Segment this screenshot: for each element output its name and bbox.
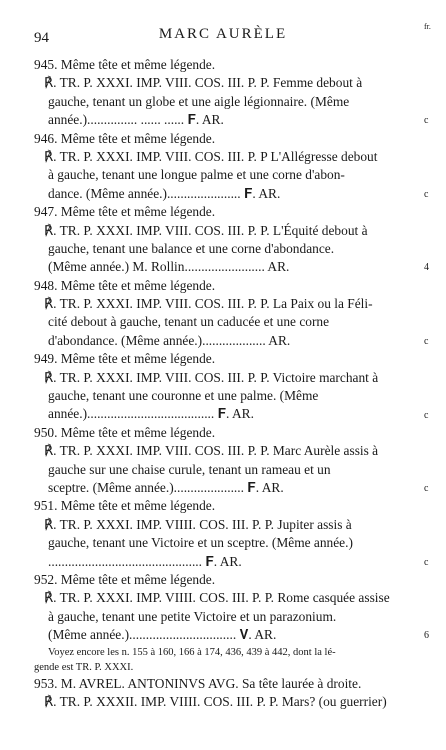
text-line: ℟. TR. P. XXXI. IMP. VIIII. COS. III. P. P. Jupiter assis à: [44, 516, 352, 532]
text-line: à gauche, tenant une longue palme et une corne d'abon-: [48, 167, 345, 183]
text-line: .............................................. 𝐅. AR.: [48, 553, 242, 569]
page-number: 94: [34, 30, 49, 46]
text-line: (Même année.) M. Rollin........................ AR.: [48, 259, 290, 275]
text-line: d'abondance. (Même année.)................... AR.: [48, 332, 291, 348]
rarity-mark: c: [424, 409, 429, 421]
rarity-mark: c: [424, 556, 429, 568]
text-line: gauche sur une chaise curule, tenant un rameau et un: [48, 461, 331, 477]
running-title: MARC AURÈLE: [158, 26, 288, 42]
rarity-mark: c: [424, 483, 429, 495]
text-line: ℟. TR. P. XXXII. IMP. VIIII. COS. III. P. P. Mars? (ou guerrier): [44, 693, 387, 709]
rarity-mark: 6: [424, 630, 429, 642]
text-line: 950. Même tête et même légende.: [34, 424, 216, 440]
rarity-mark: c: [424, 188, 429, 200]
text-line: ℟. TR. P. XXXI. IMP. VIII. COS. III. P. P. Victoire marchant à: [44, 369, 379, 385]
text-line: gauche, tenant une balance et une corne d'abondance.: [48, 240, 335, 256]
text-line: (Même année.)................................ 𝐕. AR.: [48, 627, 277, 643]
rarity-mark: 4: [424, 262, 429, 274]
text-line: ℟. TR. P. XXXI. IMP. VIII. COS. III. P. P L'Allégresse debout: [44, 148, 378, 164]
text-line: ℟. TR. P. XXXI. IMP. VIII. COS. III. P. P. Marc Aurèle assis à: [44, 443, 379, 459]
text-line: gauche, tenant une couronne et une palme. (Même: [48, 388, 319, 404]
rarity-mark: c: [424, 336, 429, 347]
corner-mark: fr.: [424, 22, 431, 31]
text-line: gende est TR. P. XXXI.: [34, 661, 134, 673]
page-header: [0, 22, 446, 44]
text-line: gauche, tenant un globe et une aigle légionnaire. (Même: [48, 93, 350, 109]
text-line: gauche, tenant une Victoire et un sceptre. (Même année.): [48, 535, 353, 551]
text-line: dance. (Même année.)...................... 𝐅. AR.: [48, 185, 281, 201]
text-line: année.)...................................... 𝐅. AR.: [48, 406, 254, 422]
text-line: 948. Même tête et même légende.: [34, 277, 216, 293]
text-line: Voyez encore les n. 155 à 160, 166 à 174, 436, 439 à 442, dont la lé-: [48, 646, 336, 658]
text-line: année.)............... ...... ...... 𝐅. AR.: [48, 112, 224, 128]
text-line: sceptre. (Même année.)..................... 𝐅. AR.: [48, 479, 284, 495]
text-line: ℟. TR. P. XXXI. IMP. VIII. COS. III. P. P. Femme debout à: [44, 75, 363, 91]
text-line: ℟. TR. P. XXXI. IMP. VIII. COS. III. P. P. La Paix ou la Féli-: [44, 296, 373, 312]
text-line: ℟. TR. P. XXXI. IMP. VIII. COS. III. P. P. L'Équité debout à: [44, 222, 368, 238]
text-line: 949. Même tête et même légende.: [34, 351, 216, 367]
text-line: ℟. TR. P. XXXI. IMP. VIIII. COS. III. P. P. Rome casquée assise: [44, 590, 390, 606]
text-line: à gauche, tenant une petite Victoire et un parazonium.: [48, 608, 337, 624]
text-line: 953. M. AVREL. ANTONINVS AVG. Sa tête laurée à droite.: [34, 675, 362, 691]
text-line: 951. Même tête et même légende.: [34, 498, 216, 514]
text-line: 945. Même tête et même légende.: [34, 57, 216, 72]
rarity-mark: c: [424, 115, 429, 127]
text-line: 952. Même tête et même légende.: [34, 571, 216, 587]
catalog-body: [34, 56, 406, 711]
text-line: 947. Même tête et même légende.: [34, 204, 216, 220]
text-line: cité debout à gauche, tenant un caducée et une corne: [48, 314, 330, 330]
text-line: 946. Même tête et même légende.: [34, 130, 216, 146]
